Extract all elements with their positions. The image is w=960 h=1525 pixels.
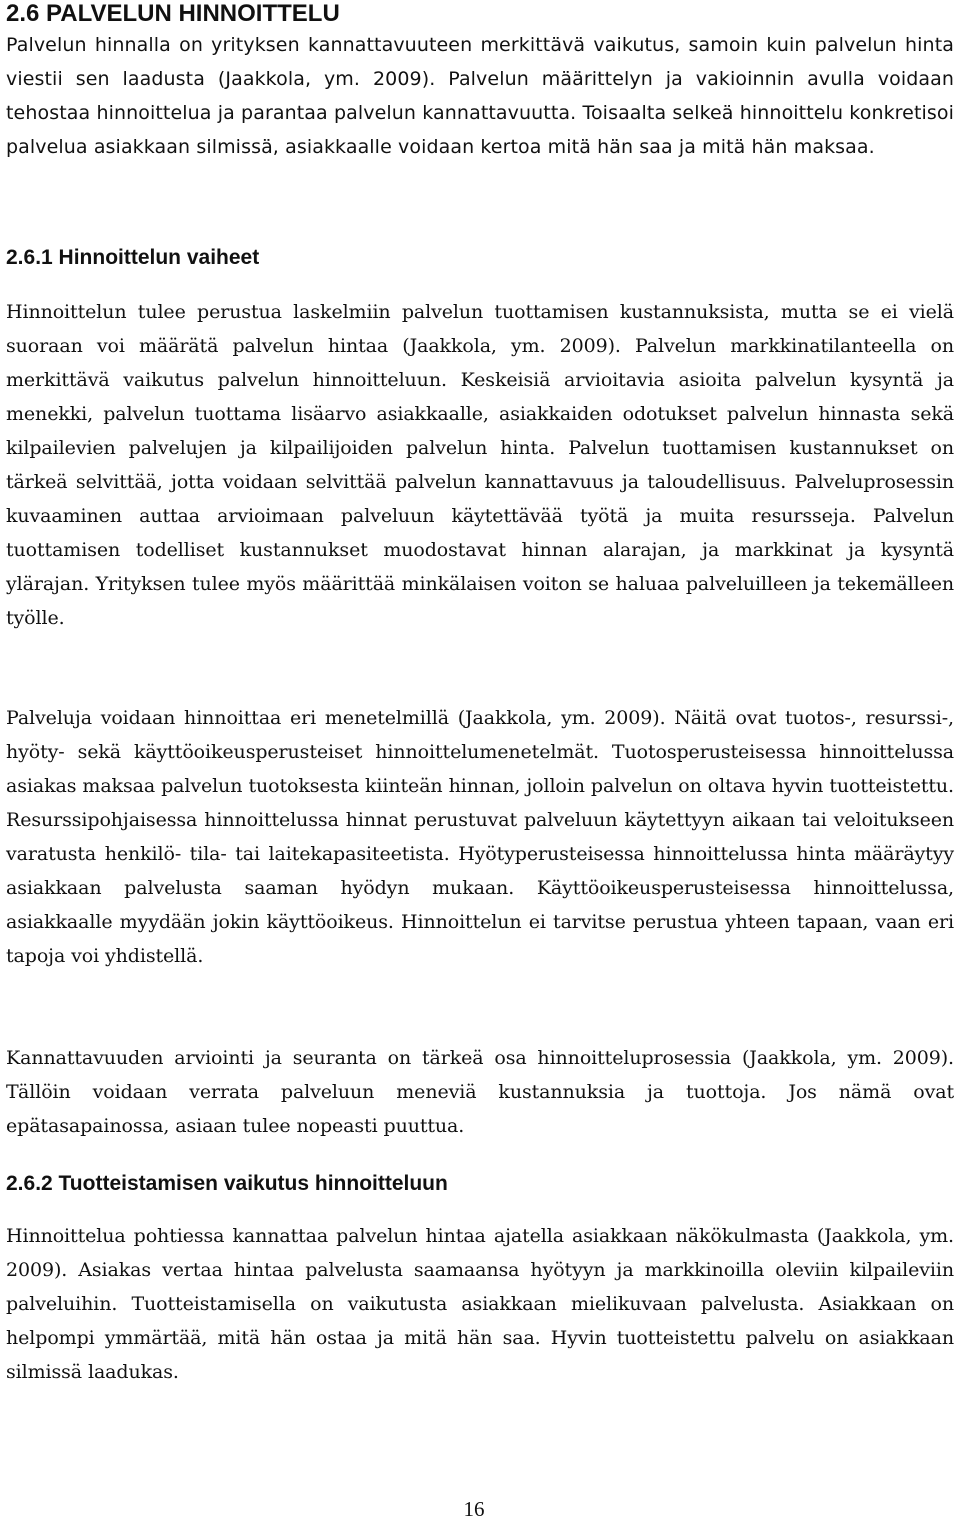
section-heading: 2.6 PALVELUN HINNOITTELU: [6, 0, 340, 27]
subsection-1-heading: 2.6.1 Hinnoittelun vaiheet: [6, 246, 260, 269]
subsection-2-paragraph-1: Hinnoittelua pohtiessa kannattaa palvelun hintaa ajatella asiakkaan näkökulmasta (Jaakkola, ym. 2009). Asiakas vertaa hintaa palvelusta saamaansa hyötyyn ja markkinoilla oleviin kilpaileviin palveluihin. Tuotteistamisella on vaikutusta asiakkaan mielikuvaan palvelusta. Asiakkaan on helpompi ymmärtää, mitä hän ostaa ja mitä hän saa. Hyvin tuotteistettu palvelu on asiakkaan silmissä laadukas.: [6, 1225, 954, 1383]
intro-paragraph: Palvelun hinnalla on yrityksen kannattavuuteen merkittävä vaikutus, samoin kuin palvelun hinta viestii sen laadusta (Jaakkola, ym. 2009). Palvelun määrittelyn ja vakioinnin avulla voidaan tehostaa hinnoittelua ja parantaa palvelun kannattavuutta. Toisaalta selkeä hinnoittelu konkretisoi palvelua asiakkaan silmissä, asiakkaalle voidaan kertoa mitä hän saa ja mitä hän maksaa.: [6, 34, 954, 158]
subsection-1-paragraph-2: Palveluja voidaan hinnoittaa eri menetelmillä (Jaakkola, ym. 2009). Näitä ovat tuotos-, resurssi-, hyöty- sekä käyttöoikeusperusteiset hinnoittelumenetelmät. Tuotosperusteisessa hinnoittelussa asiakas maksaa palvelun tuotoksesta kiinteän hinnan, jolloin palvelun on oltava hyvin tuotteistettu. Resurssipohjaisessa hinnoittelussa hinnat perustuvat palveluun käytettyyn aikaan tai veloitukseen varatusta henkilö- tila- tai laitekapasiteetista. Hyötyperusteisessa hinnoittelussa hinta määräytyy asiakkaan palvelusta saaman hyödyn mukaan. Käyttöoikeusperusteisessa hinnoittelussa, asiakkaalle myydään jokin käyttöoikeus. Hinnoittelun ei tarvitse perustua yhteen tapaan, vaan eri tapoja voi yhdistellä.: [6, 707, 954, 967]
page-number: 16: [463, 1497, 485, 1521]
subsection-1-paragraph-3: Kannattavuuden arviointi ja seuranta on tärkeä osa hinnoitteluprosessia (Jaakkola, ym. 2009). Tällöin voidaan verrata palveluun meneviä kustannuksia ja tuottoja. Jos nämä ovat epätasapainossa, asiaan tulee nopeasti puuttua.: [6, 1047, 954, 1137]
subsection-2-heading: 2.6.2 Tuotteistamisen vaikutus hinnoitteluun: [6, 1172, 448, 1195]
subsection-1-paragraph-1: Hinnoittelun tulee perustua laskelmiin palvelun tuottamisen kustannuksista, mutta se ei vielä suoraan voi määrätä palvelun hintaa (Jaakkola, ym. 2009). Palvelun markkinatilanteella on merkittävä vaikutus palvelun hinnoitteluun. Keskeisiä arvioitavia asioita palvelun kysyntä ja menekki, palvelun tuottama lisäarvo asiakkaalle, asiakkaiden odotukset palvelun hinnasta sekä kilpailevien palvelujen ja kilpailijoiden palvelun hinta. Palvelun tuottamisen kustannukset on tärkeä selvittää, jotta voidaan selvittää palvelun kannattavuus ja taloudellisuus. Palveluprosessin kuvaaminen auttaa arvioimaan palveluun käytettävää työtä ja muita resursseja. Palvelun tuottamisen todelliset kustannukset muodostavat hinnan alarajan, ja markkinat ja kysyntä ylärajan. Yrityksen tulee myös määrittää minkälaisen voiton se haluaa palveluilleen ja tekemälleen työlle.: [6, 301, 954, 629]
